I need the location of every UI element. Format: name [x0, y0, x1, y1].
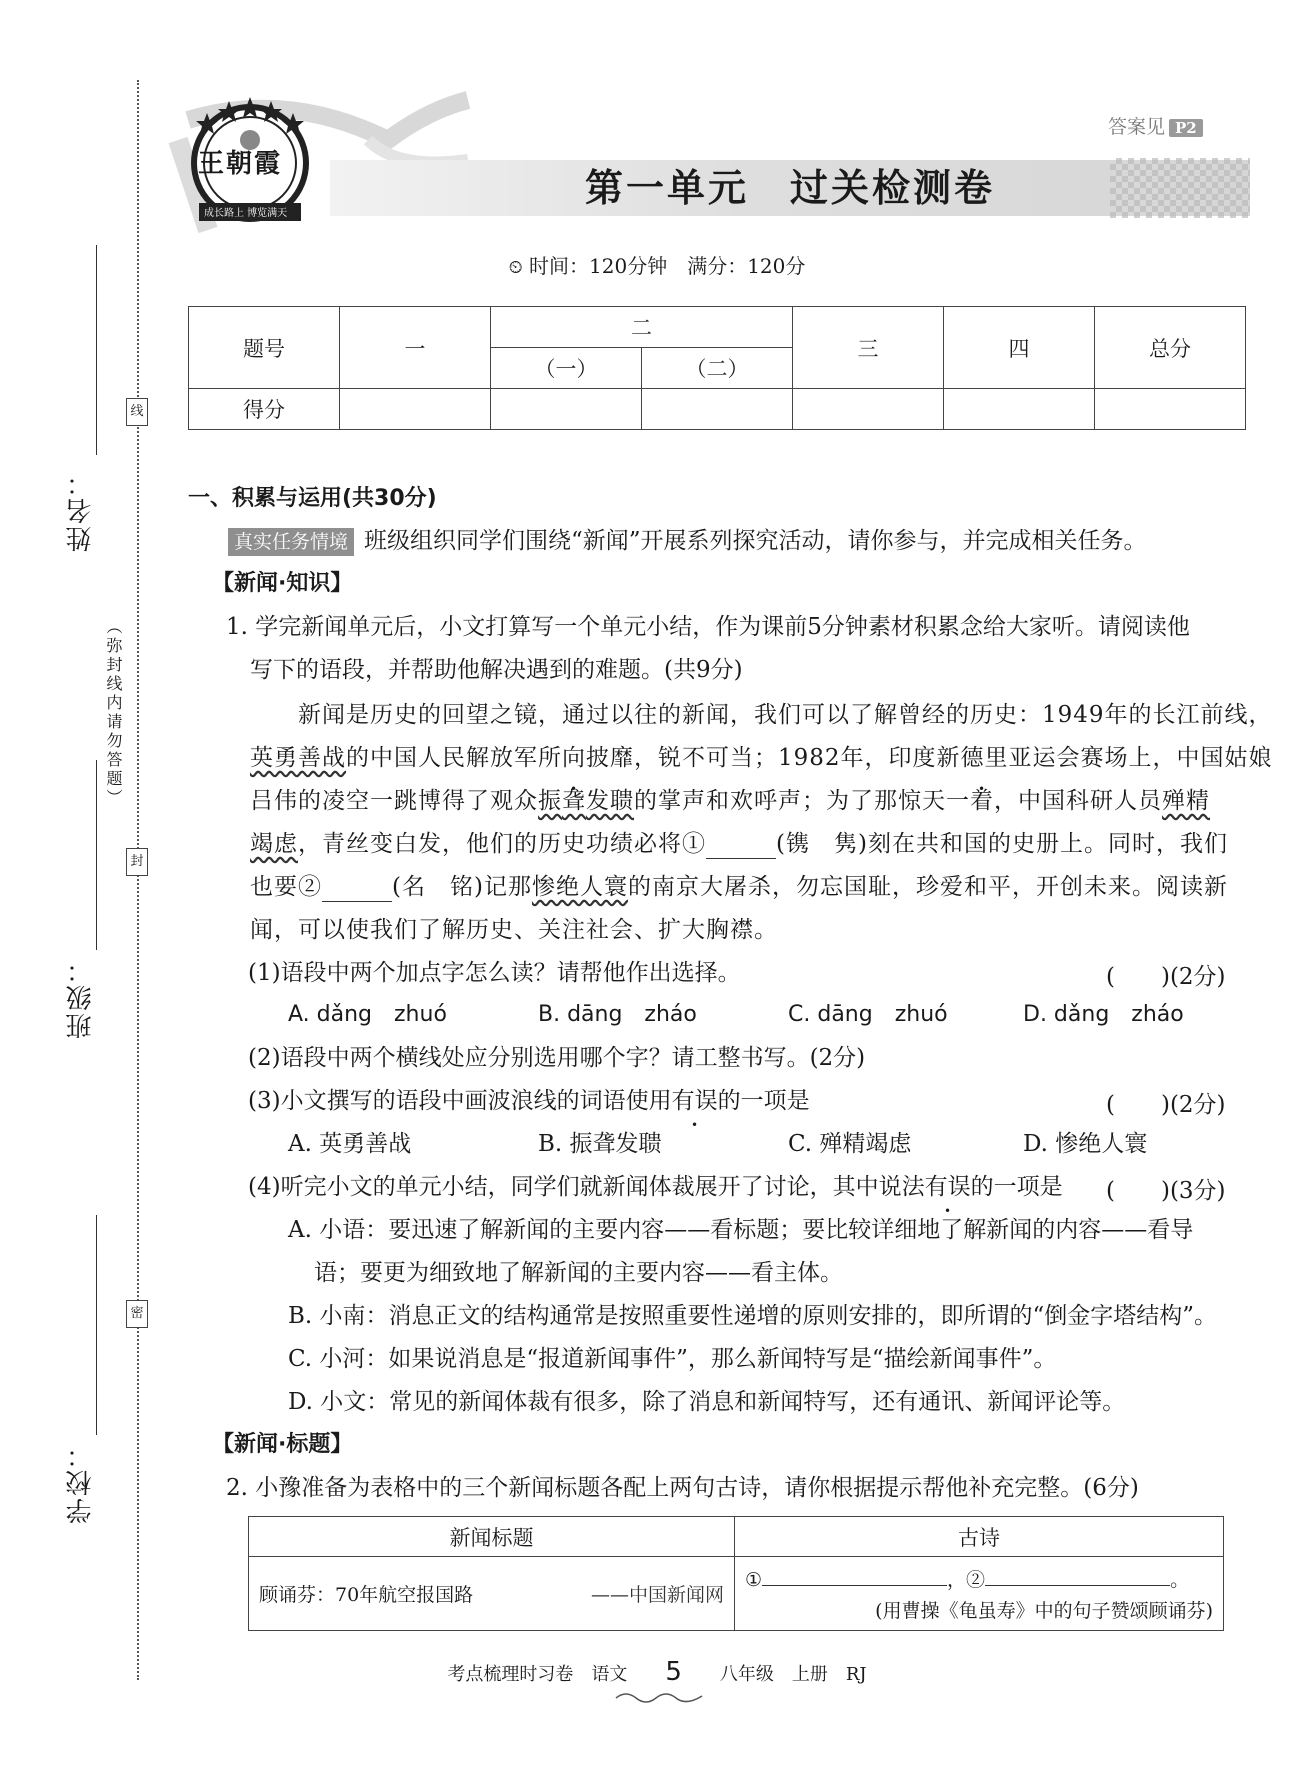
passage-line-6: 闻，可以使我们了解历史、关注社会、扩大胸襟。	[250, 917, 778, 943]
footer-left: 考点梳理时习卷 语文	[447, 1664, 628, 1685]
option-1-3-b: B. 振聋发聩	[538, 1131, 662, 1157]
passage-line-1: 新闻是历史的回望之镜，通过以往的新闻，我们可以了解曾经的历史：1949年的长江前线，	[298, 702, 1273, 728]
footer-right: 八年级 上册 RJ	[719, 1664, 867, 1685]
score-col-total: 总分	[1095, 307, 1246, 389]
option-1-3-c: C. 殚精竭虑	[788, 1131, 912, 1157]
score-col-four: 四	[944, 307, 1095, 389]
question-text: (3)小文撰写的语段中画波浪线的词语使用	[248, 1088, 672, 1114]
score-cell[interactable]	[944, 389, 1095, 430]
section-heading: 一、积累与运用(共30分)	[188, 486, 437, 511]
passage-line-2	[250, 743, 1273, 773]
option-1-4-a-line-2: 语；要更为细致地了解新闻的主要内容——看主体。	[314, 1260, 843, 1286]
blank-1[interactable]	[706, 834, 776, 859]
passage-text: (名 铭)记那	[392, 874, 532, 900]
score-table	[188, 306, 1246, 430]
passage-text: ，中国科研人员	[994, 788, 1162, 814]
poem-blanks	[745, 1565, 1213, 1592]
poem-mark: 。	[1170, 1568, 1190, 1591]
emphasis-text: 有误	[671, 1088, 718, 1114]
news-row-1-poem-cell	[735, 1557, 1224, 1631]
class-field[interactable]	[96, 760, 97, 950]
question-2: 2. 小豫准备为表格中的三个新闻标题各配上两句古诗，请你根据提示帮他补充完整。(6分)	[226, 1475, 1139, 1501]
time-info	[0, 250, 1314, 279]
passage-line-3	[250, 786, 1210, 816]
logo-text: 王朝霞	[198, 149, 283, 179]
task-context	[228, 526, 1147, 556]
option-1-3-d: D. 惨绝人寰	[1023, 1131, 1148, 1157]
poem-mark: ①	[745, 1568, 763, 1591]
wavy-word-c-end: 竭虑	[250, 831, 298, 857]
wavy-word-b: 振聋发聩	[538, 788, 634, 814]
score-header-label: 题号	[189, 307, 340, 389]
option-1-4-b: B. 小南：消息正文的结构通常是按照重要性递增的原则安排的，即所谓的“倒金字塔结构”。	[288, 1303, 1218, 1329]
answer-reference	[1108, 112, 1203, 139]
page-footer	[0, 1657, 1314, 1687]
option-1-4-d: D. 小文：常见的新闻体裁有很多，除了消息和新闻特写，还有通讯、新闻评论等。	[288, 1389, 1126, 1415]
question-1-line-1: 1. 学完新闻单元后，小文打算写一个单元小结，作为课前5分钟素材积累念给大家听。请阅读他	[226, 614, 1190, 640]
task-intro: 班级组织同学们围绕“新闻”开展系列探究活动，请你参与，并完成相关任务。	[364, 528, 1147, 554]
score-col-one: 一	[340, 307, 491, 389]
score-col-three: 三	[793, 307, 944, 389]
wavy-word-d: 惨绝人寰	[531, 874, 628, 900]
score-cell[interactable]	[491, 389, 642, 430]
news-row-1-title-cell	[249, 1557, 735, 1631]
subsection-headline: 【新闻·标题】	[212, 1432, 353, 1457]
score-cell[interactable]	[642, 389, 793, 430]
news-source: ——中国新闻网	[590, 1584, 724, 1606]
seal-mark-secret: 密	[126, 1300, 148, 1328]
poem-blank-1[interactable]	[762, 1565, 947, 1586]
clock-icon: ⏲	[508, 257, 523, 278]
page-title: 第一单元 过关检测卷	[584, 165, 995, 210]
task-tag: 真实任务情境	[228, 528, 354, 556]
binding-dotted-line	[137, 80, 139, 1680]
news-headline: 顾诵芬：70年航空报国路	[259, 1584, 474, 1606]
logo-subtext: 成长路上 博览满天	[204, 208, 288, 219]
passage-text: 吕伟的凌空一跳博得了观众	[250, 788, 538, 814]
question-text: 的一项是	[717, 1088, 810, 1114]
dotted-char: 着	[970, 788, 994, 814]
answer-label: 答案见	[1108, 116, 1166, 138]
option-1-4-c: C. 小河：如果说消息是“报道新闻事件”，那么新闻特写是“描绘新闻事件”。	[288, 1346, 1057, 1372]
passage-text: 的南京大屠杀，勿忘国耻，珍爱和平，开创未来。阅读新	[627, 874, 1228, 900]
seal-mark-line: 线	[126, 398, 148, 426]
score-cell[interactable]	[340, 389, 491, 430]
seal-warning: （弥封线内请勿答题）	[104, 618, 123, 808]
question-text: (4)听完小文的单元小结，同学们就新闻体裁展开了讨论，其中说法	[248, 1174, 925, 1200]
news-col-title: 新闻标题	[249, 1517, 735, 1557]
option-1-1-d: D. dǎng zháo	[1023, 1002, 1184, 1027]
score-cell[interactable]	[793, 389, 944, 430]
answer-page-badge: P2	[1169, 119, 1203, 137]
dotted-char: 聋	[562, 788, 586, 814]
poem-mark: ，②	[947, 1568, 986, 1591]
passage-text: 的掌声和欢呼声；为了那惊天一	[634, 788, 970, 814]
news-table	[248, 1516, 1224, 1631]
news-col-poem: 古诗	[735, 1517, 1224, 1557]
passage-text: 也要②	[250, 874, 322, 900]
score-col-two: 二	[491, 307, 793, 348]
score-col-two-a: （一）	[491, 348, 642, 389]
answer-bracket-1-4[interactable]: ( )(3分)	[1106, 1178, 1226, 1204]
poem-blank-2[interactable]	[985, 1565, 1170, 1586]
wavy-word-c-start: 殚精	[1162, 788, 1210, 814]
subsection-knowledge: 【新闻·知识】	[212, 571, 353, 596]
page-number: 5	[665, 1657, 682, 1687]
passage-text: ，青丝变白发，他们的历史功绩必将①	[298, 831, 706, 857]
school-label: 学校：	[66, 1440, 96, 1524]
option-1-1-a: A. dǎng zhuó	[288, 1002, 447, 1027]
question-1-4	[248, 1172, 1063, 1202]
emphasis-text: 有误	[924, 1174, 971, 1200]
score-row-label: 得分	[189, 389, 340, 430]
question-text: 的一项是	[970, 1174, 1063, 1200]
question-1-1: (1)语段中两个加点字怎么读？请帮他作出选择。	[248, 960, 741, 986]
score-col-two-b: （二）	[642, 348, 793, 389]
seal-mark-seal: 封	[126, 848, 148, 876]
option-1-1-c: C. dāng zhuó	[788, 1002, 948, 1027]
option-1-3-a: A. 英勇善战	[288, 1131, 412, 1157]
page-wave-decoration	[614, 1690, 704, 1704]
answer-bracket-1-1[interactable]: ( )(2分)	[1106, 964, 1226, 990]
passage-text: (镌 隽)刻在共和国的史册上。同时，我们	[776, 831, 1228, 857]
blank-2[interactable]	[322, 877, 392, 902]
school-field[interactable]	[96, 1215, 97, 1435]
passage-text: 的中国人民解放军所向披靡，锐不可当；1982年，印度新德里亚运会赛场上，中国姑娘	[346, 745, 1273, 771]
question-1-3	[248, 1086, 810, 1116]
option-1-4-a-line-1: A. 小语：要迅速了解新闻的主要内容——看标题；要比较详细地了解新闻的内容——看导	[288, 1217, 1194, 1243]
passage-line-4	[250, 829, 1228, 859]
class-label: 班级：	[66, 955, 96, 1039]
answer-bracket-1-3[interactable]: ( )(2分)	[1106, 1092, 1226, 1118]
question-1-2: (2)语段中两个横线处应分别选用哪个字？请工整书写。(2分)	[248, 1045, 866, 1071]
passage-line-5	[250, 872, 1228, 902]
option-1-1-b: B. dāng zháo	[538, 1002, 697, 1027]
wavy-word-a: 英勇善战	[250, 745, 346, 771]
name-label: 姓名：	[66, 468, 96, 552]
poem-hint: (用曹操《龟虽寿》中的句子赞颂顾诵芬)	[875, 1599, 1213, 1622]
score-cell[interactable]	[1095, 389, 1246, 430]
time-info-text: 时间：120分钟 满分：120分	[529, 254, 806, 278]
question-1-line-2: 写下的语段，并帮助他解决遇到的难题。(共9分)	[250, 657, 743, 683]
